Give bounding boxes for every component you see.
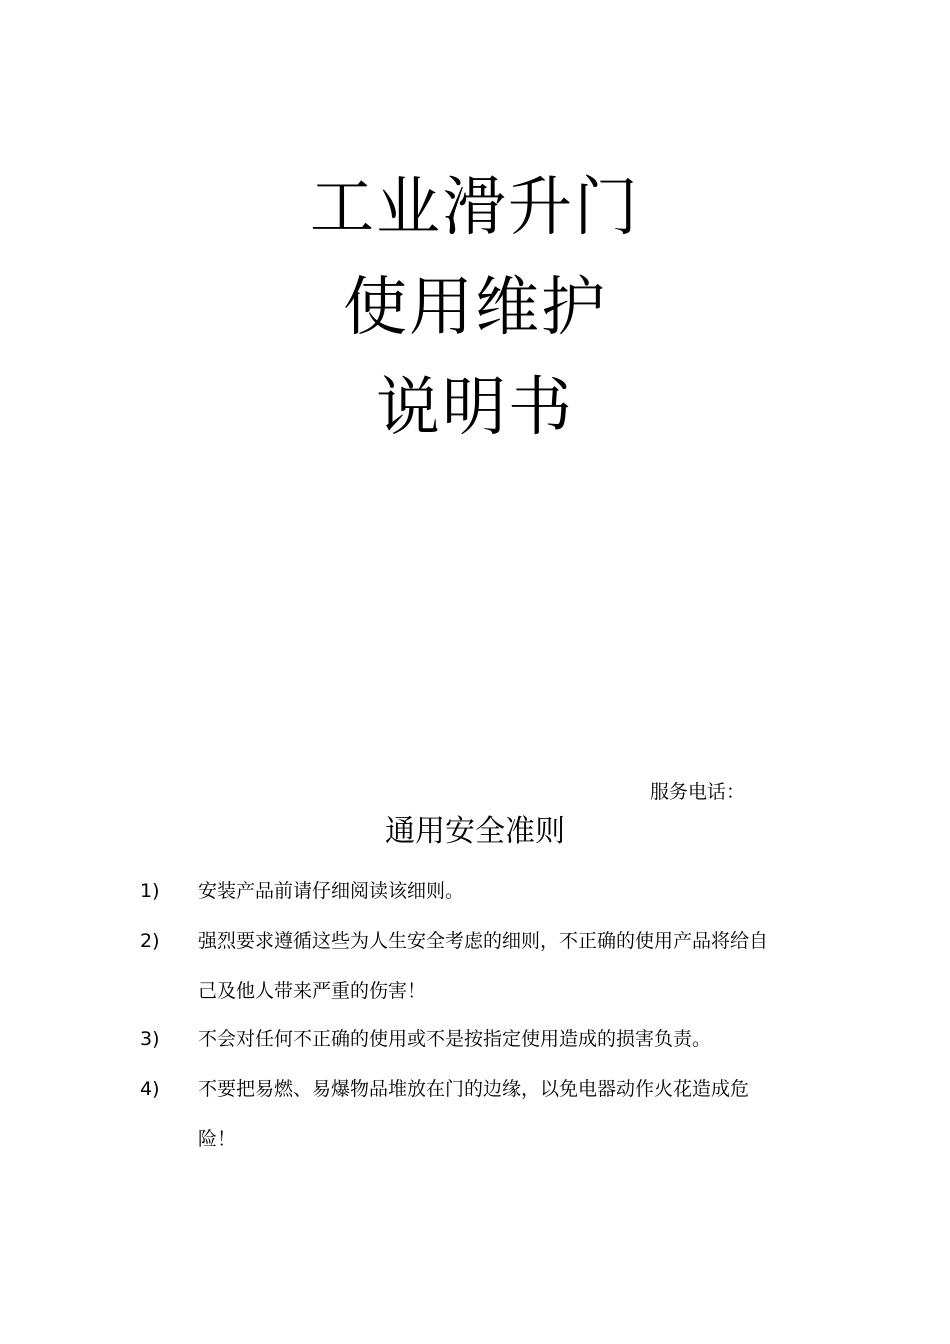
cover-title-line-3: 说明书 (376, 371, 574, 445)
rule-number: 4) (140, 1078, 160, 1100)
section-title: 通用安全准则 (385, 814, 565, 849)
rule-number: 3) (140, 1028, 160, 1050)
rule-number: 2) (140, 930, 160, 952)
rule-text: 不要把易燃、易爆物品堆放在门的边缘，以免电器动作火花造成危险！ (198, 1078, 750, 1150)
rule-text: 安装产品前请仔细阅读该细则。 (198, 880, 465, 902)
cover-title-line-1: 工业滑升门 (310, 171, 640, 245)
cover-title-line-2: 使用维护 (343, 271, 607, 345)
rule-number: 1) (140, 880, 160, 902)
rule-text: 不会对任何不正确的使用或不是按指定使用造成的损害负责。 (198, 1028, 712, 1050)
rule-text: 强烈要求遵循这些为人生安全考虑的细则，不正确的使用产品将给自己及他人带来严重的伤害！ (198, 930, 769, 1002)
cover-title (0, 158, 950, 458)
service-phone-label: 服务电话： (650, 781, 746, 803)
